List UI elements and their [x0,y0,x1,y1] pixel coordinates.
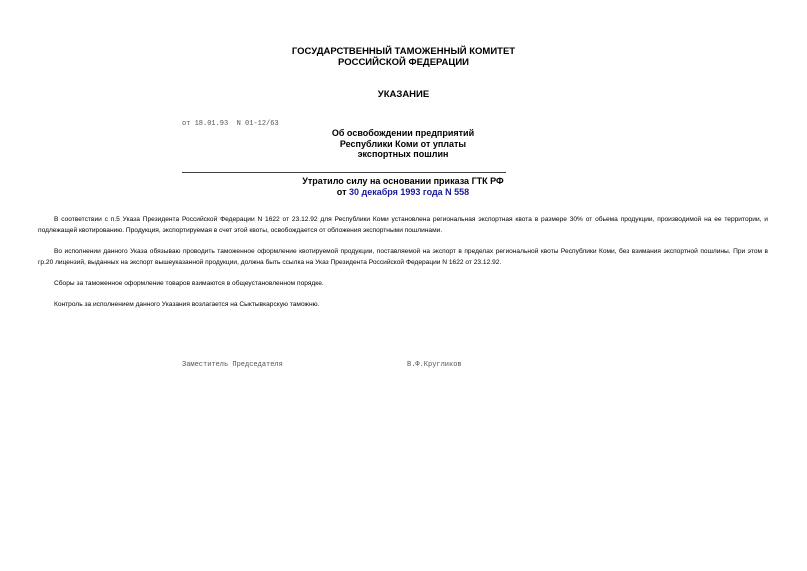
document-subject [300,128,506,160]
signer-title: Заместитель Председателя [182,361,283,369]
paragraph-1: В соответствии с п.5 Указа Президента Российской Федерации N 1622 от 23.12.92 для Республики Коми установлена региональная экспортная квота в размере 30% от обьема продукции, производимой на ее территории, и подлежащей квотированию. Продукция, экспортируемая в счет этой квоты, освобождается от обложения экспортными пошлинами. [38,216,768,234]
status-line-2 [300,187,506,198]
document-type: УКАЗАНИЕ [377,89,430,100]
issuing-authority [0,46,807,68]
separator-line [182,172,506,173]
paragraph-2: Во исполнении данного Указа обязываю проводить таможенное оформление квотируемой продукции, поставляемой на экспорт в пределах региональной квоты Республики Коми, без взимания экспортной пошлины. При этом в гр.20 лицензий, выданных на экспорт вышеуказанной продукции, должна быть ссылка на Указ Президента Российской Федерации N 1622 от 23.12.92. [38,248,768,266]
date-and-number: от 18.01.93 N 01-12/63 [182,120,279,128]
status-line-1: Утратило силу на основании приказа ГТК РФ [302,176,504,186]
status-note [300,176,506,198]
paragraph-3: Сборы за таможенное оформление товаров взимаются в общеустановленном порядке. [54,280,324,287]
subject-line-2: Республики Коми от уплаты [339,138,467,149]
authority-line-2: РОССИЙСКОЙ ФЕДЕРАЦИИ [337,57,469,68]
paragraph-4: Контроль за исполнением данного Указания возлагается на Сыктывкарскую таможню. [54,301,320,308]
status-prefix: от [336,187,349,197]
subject-line-3: экспортных пошлин [357,149,449,159]
signer-name: В.Ф.Кругликов [407,361,462,369]
repeal-order-link[interactable]: 30 декабря 1993 года N 558 [348,187,470,197]
subject-line-1: Об освобождении предприятий [331,128,475,138]
authority-line-1: ГОСУДАРСТВЕННЫЙ ТАМОЖЕННЫЙ КОМИТЕТ [291,46,516,57]
